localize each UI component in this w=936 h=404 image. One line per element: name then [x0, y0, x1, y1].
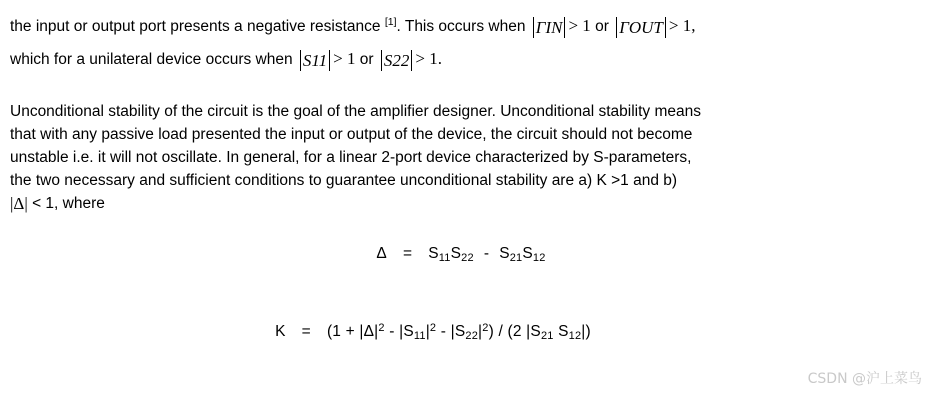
- equation-lhs: K: [275, 323, 286, 340]
- k-open-term: (1 + |Δ|: [326, 323, 379, 340]
- term-s12-subscript: 12: [532, 252, 546, 264]
- s22-symbol: S: [383, 51, 393, 70]
- k-s12-term: S: [553, 323, 569, 340]
- k-s12-subscript: 12: [568, 330, 582, 342]
- k-bar-2: |: [478, 323, 483, 340]
- term-s22: S: [450, 245, 462, 262]
- abs-bar-left: [300, 50, 301, 71]
- paragraph-line-2: [10, 47, 926, 72]
- math-delta-magnitude: |Δ|: [10, 194, 28, 213]
- math-gamma-in-magnitude: [530, 17, 569, 38]
- term-s12: S: [522, 245, 533, 262]
- term-s21-subscript: 21: [509, 252, 523, 264]
- k-s11-subscript: 11: [413, 330, 426, 342]
- citation-reference: [1]: [384, 16, 397, 28]
- equation-equals: =: [402, 245, 413, 262]
- math-s11-magnitude: [297, 50, 333, 71]
- paragraph2-line-2: that with any passive load presented the input or output of the device, the circuit should not become: [10, 126, 693, 143]
- abs-bar-left: [616, 17, 617, 38]
- text-fragment: . This occurs when: [396, 18, 530, 35]
- math-s22-magnitude: [378, 50, 416, 71]
- abs-bar-left: [381, 50, 382, 71]
- abs-bar-right: [411, 50, 412, 71]
- conjunction-or-1: or: [590, 18, 614, 35]
- paragraph-negative-resistance: [10, 8, 926, 72]
- k-s11-exponent: 2: [429, 322, 437, 334]
- relation-gt-1-b: > 1,: [668, 16, 696, 35]
- conjunction-or-2: or: [355, 51, 378, 68]
- term-s22-subscript: 22: [461, 252, 474, 264]
- gamma-out-subscript: OUT: [628, 18, 663, 37]
- watermark-text: CSDN @沪上菜鸟: [807, 371, 922, 387]
- k-s21-subscript: 21: [540, 330, 554, 342]
- equation-k-factor: [10, 322, 926, 342]
- text-fragment: which for a unilateral device occurs when: [10, 51, 297, 68]
- s11-subscript: 11: [311, 51, 328, 70]
- s11-symbol: S: [302, 51, 312, 70]
- paragraph-unconditional-stability: [10, 100, 926, 215]
- relation-s22-gt-1: > 1.: [415, 49, 442, 68]
- abs-bar-right: [564, 17, 565, 38]
- term-s11: S: [428, 245, 439, 262]
- paragraph2-line-1: Unconditional stability of the circuit is the goal of the amplifier designer. Unconditional stability means: [10, 103, 701, 120]
- equation-lhs: Δ: [376, 245, 387, 262]
- paragraph2-line-5: [10, 192, 926, 215]
- term-s21: S: [499, 245, 510, 262]
- abs-bar-right: [665, 17, 666, 38]
- term-s11-subscript: 11: [438, 252, 451, 264]
- operator-minus: -: [483, 245, 490, 262]
- k-s22-exponent: 2: [482, 322, 489, 334]
- gamma-in-subscript: IN: [545, 18, 563, 37]
- relation-s11-gt-1: > 1: [333, 49, 356, 68]
- k-close-term: ) / (2 |S: [488, 323, 541, 340]
- equation-equals: =: [301, 323, 311, 340]
- equation-delta: [10, 245, 926, 264]
- k-minus-s11: - |S: [384, 323, 414, 340]
- k-delta-exponent: 2: [378, 322, 385, 334]
- text-fragment: the input or output port presents a negative resistance: [10, 18, 385, 35]
- relation-gt-1-a: > 1: [568, 16, 591, 35]
- abs-bar-left: [533, 17, 534, 38]
- paragraph2-line-4: the two necessary and sufficient conditions to guarantee unconditional stability are a) K >1 and b): [10, 172, 678, 189]
- k-minus-s22: - |S: [436, 323, 466, 340]
- text-fragment: < 1, where: [32, 195, 105, 212]
- paragraph2-line-3: unstable i.e. it will not oscillate. In general, for a linear 2-port device characterized by S-parameters,: [10, 149, 692, 166]
- gamma-in-symbol: Γ: [535, 18, 546, 37]
- abs-bar-right: [329, 50, 330, 71]
- gamma-out-symbol: Γ: [619, 18, 629, 37]
- paragraph-line-1: [10, 10, 926, 39]
- k-s22-subscript: 22: [465, 330, 479, 342]
- k-bar-1: |: [425, 323, 430, 340]
- s22-subscript: 22: [392, 51, 410, 70]
- k-tail: |): [581, 323, 591, 340]
- math-gamma-out-magnitude: [613, 17, 669, 38]
